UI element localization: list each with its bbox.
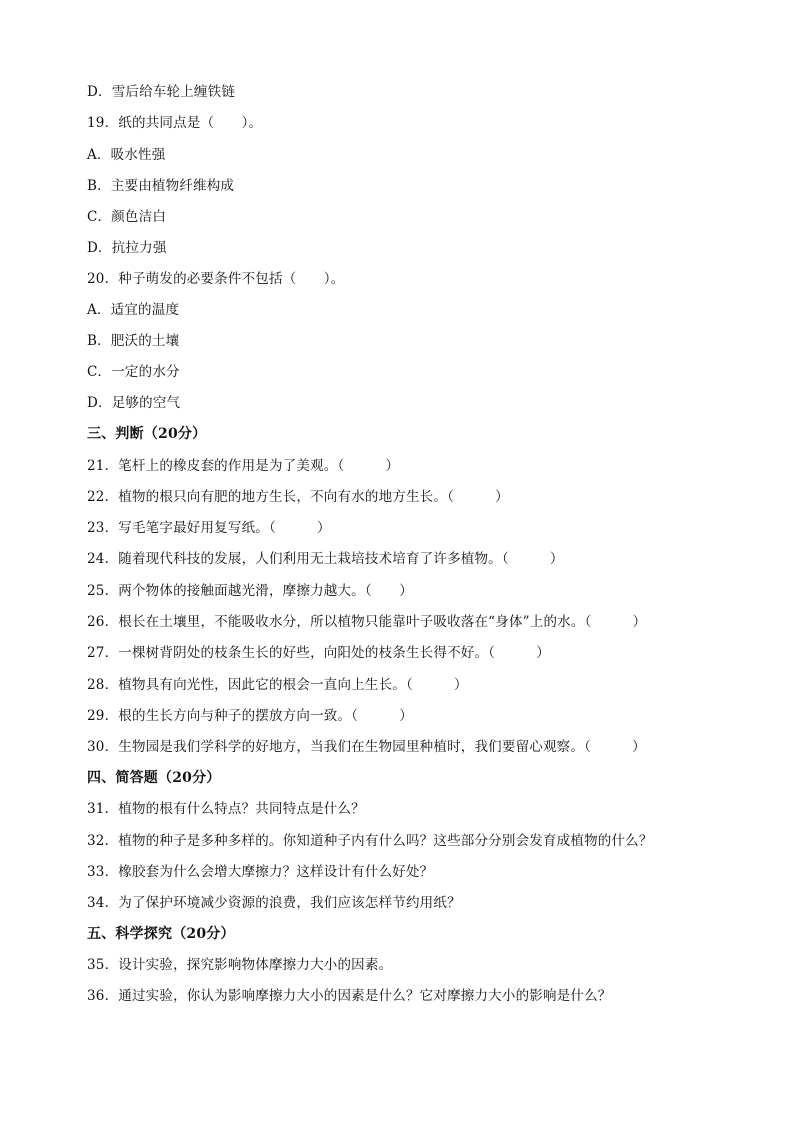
option-19c: C．颜色洁白 [87, 209, 167, 225]
option-19b: B．主要由植物纤维构成 [87, 178, 235, 194]
question-20: 20．种子萌发的必要条件不包括（ ）。 [87, 271, 345, 287]
option-20c: C．一定的水分 [87, 364, 180, 380]
question-22: 22．植物的根只向有肥的地方生长，不向有水的地方生长。（ ） [87, 489, 509, 505]
question-23: 23．写毛笔字最好用复写纸。（ ） [87, 520, 331, 536]
option-20b: B．肥沃的土壤 [87, 333, 180, 349]
section-heading-short-answer: 四、简答题（20分） [87, 770, 221, 786]
question-27: 27．一棵树背阴处的枝条生长的好些，向阳处的枝条生长得不好。（ ） [87, 645, 550, 661]
question-35: 35．设计实验，探究影响物体摩擦力大小的因素。 [87, 957, 393, 973]
question-34: 34．为了保护环境减少资源的浪费，我们应该怎样节约用纸？ [87, 895, 461, 911]
question-32: 32．植物的种子是多种多样的。你知道种子内有什么吗？这些部分分别会发育成植物的什么？ [87, 833, 653, 849]
question-36: 36．通过实验，你认为影响摩擦力大小的因素是什么？它对摩擦力大小的影响是什么？ [87, 988, 612, 1004]
option-20d: D．足够的空气 [87, 395, 181, 411]
question-29: 29．根的生长方向与种子的摆放方向一致。（ ） [87, 708, 413, 724]
question-19: 19．纸的共同点是（ ）。 [87, 115, 263, 131]
question-21: 21．笔杆上的橡皮套的作用是为了美观。（ ） [87, 458, 400, 474]
question-33: 33．橡胶套为什么会增大摩擦力？这样设计有什么好处？ [87, 864, 434, 880]
option-19d: D．抗拉力强 [87, 240, 167, 256]
question-31: 31．植物的根有什么特点？共同特点是什么？ [87, 801, 365, 817]
question-28: 28．植物具有向光性，因此它的根会一直向上生长。（ ） [87, 677, 468, 693]
question-26: 26．根长在土壤里，不能吸收水分，所以植物只能靠叶子吸收落在“身体”上的水。（ ） [87, 614, 647, 630]
section-heading-inquiry: 五、科学探究（20分） [87, 926, 235, 942]
option-19a: A．吸水性强 [87, 147, 166, 163]
section-heading-judgment: 三、判断（20分） [87, 426, 207, 442]
option-20a: A．适宜的温度 [87, 302, 180, 318]
option-18d: D．雪后给车轮上缠铁链 [87, 84, 236, 100]
question-24: 24．随着现代科技的发展，人们利用无土栽培技术培育了许多植物。（ ） [87, 551, 564, 567]
question-25: 25．两个物体的接触面越光滑，摩擦力越大。（ ） [87, 583, 413, 599]
question-30: 30．生物园是我们学科学的好地方，当我们在生物园里种植时，我们要留心观察。（ ） [87, 739, 646, 755]
